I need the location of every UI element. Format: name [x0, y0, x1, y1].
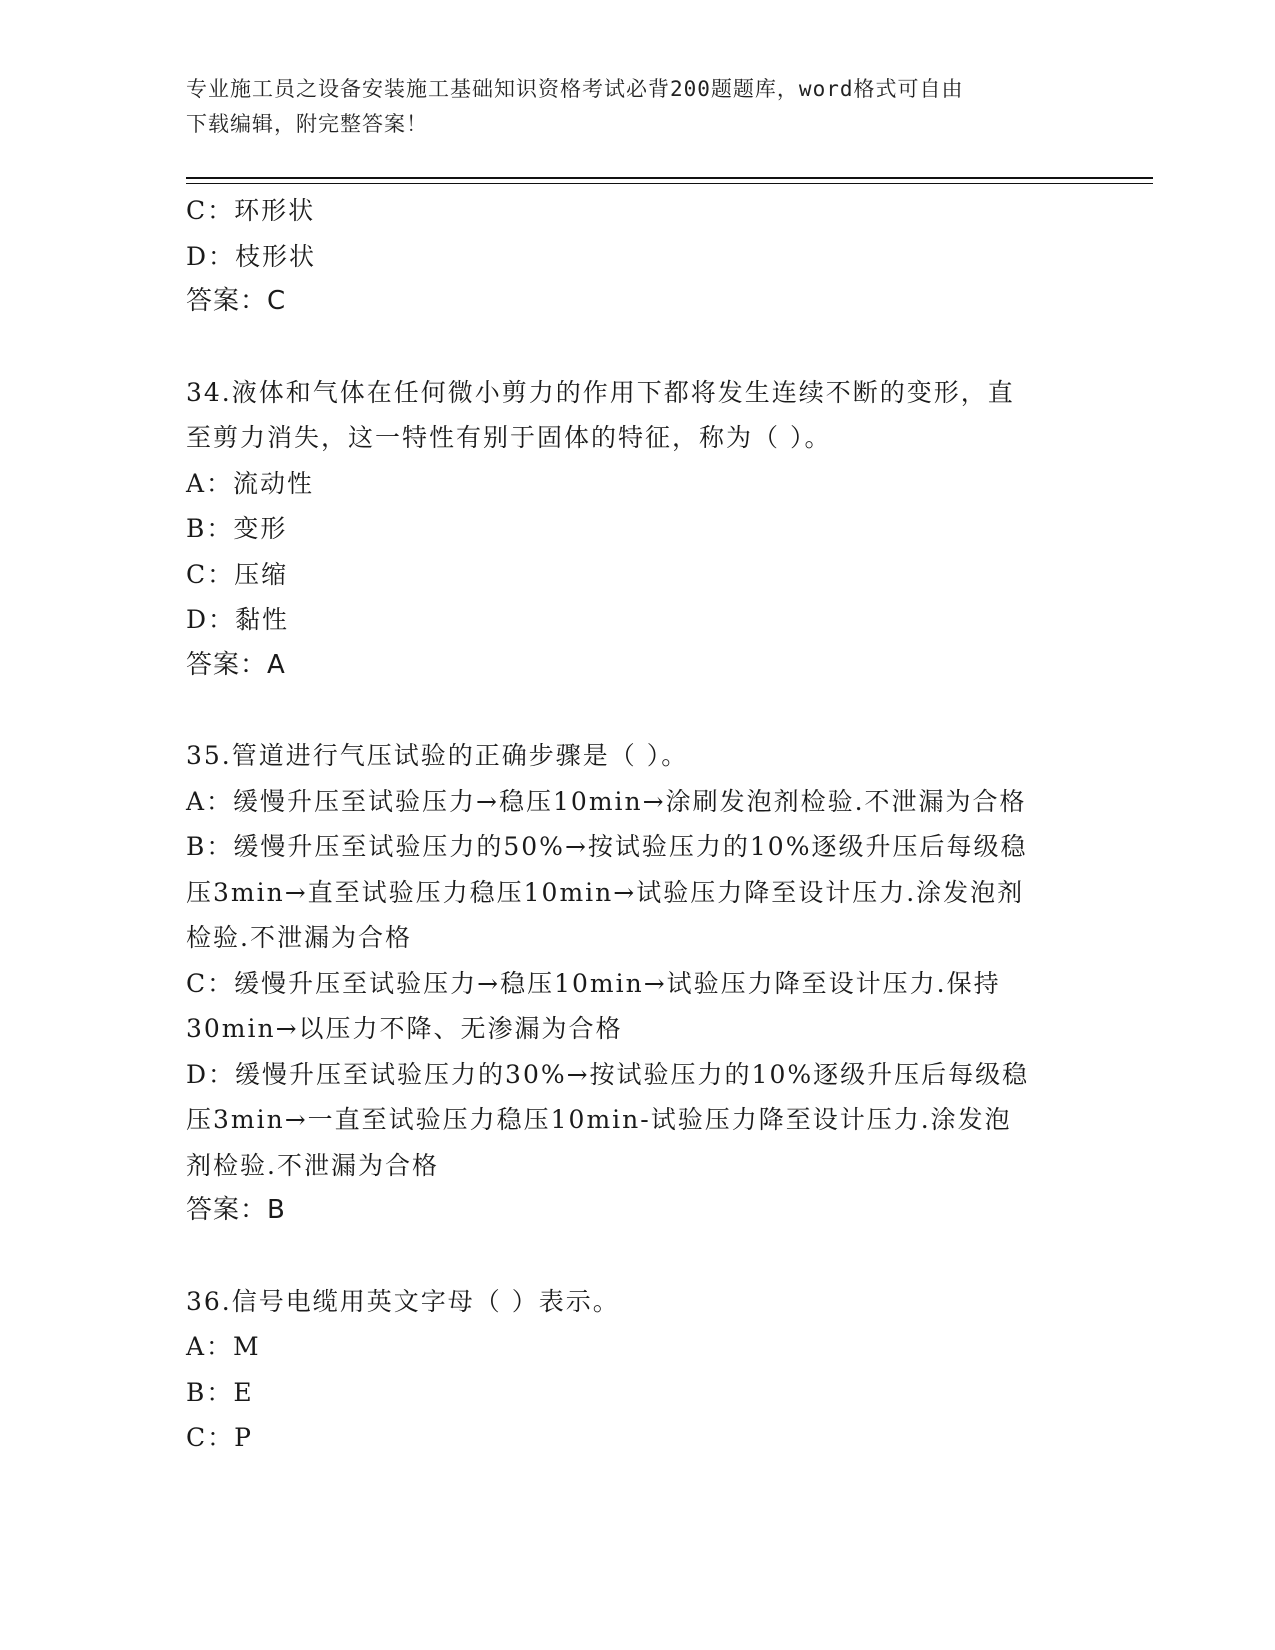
option-d: D：枝形状 [186, 241, 317, 271]
question-stem: 35.管道进行气压试验的正确步骤是（ ）。 [186, 741, 689, 770]
option-c: C：压缩 [186, 559, 289, 589]
option-b: B：变形 [186, 514, 288, 543]
header-rule-thin [186, 183, 1153, 184]
answer: 答案：C [186, 286, 287, 316]
header-line-1: 专业施工员之设备安装施工基础知识资格考试必背200题题库，word格式可自由 [186, 77, 964, 101]
option-b-continued: 压3min→直至试验压力稳压10min→试验压力降至设计压力.涂发泡剂 [186, 877, 1025, 907]
option-a: A：流动性 [186, 468, 315, 498]
option-c-continued: 30min→以压力不降、无渗漏为合格 [186, 1014, 623, 1043]
question-stem: 36.信号电缆用英文字母（ ）表示。 [186, 1286, 620, 1316]
option-d: D：黏性 [186, 605, 290, 634]
option-d-continued: 压3min→一直至试验压力稳压10min-试验压力降至设计压力.涂发泡 [186, 1105, 1012, 1134]
option-c: C：环形状 [186, 196, 316, 225]
option-b-continued: 检验.不泄漏为合格 [186, 923, 412, 952]
spacer [186, 688, 1086, 733]
answer: 答案：B [186, 1195, 286, 1225]
question-34 [186, 370, 1086, 689]
option-c: C：P [186, 1423, 253, 1452]
spacer [186, 325, 1086, 370]
option-d-continued: 剂检验.不泄漏为合格 [186, 1150, 439, 1180]
option-a: A：M [186, 1332, 261, 1361]
header-line-2: 下载编辑，附完整答案！ [186, 112, 428, 136]
question-35 [186, 733, 1086, 1234]
question-content [186, 188, 1086, 1461]
option-c: C：缓慢升压至试验压力→稳压10min→试验压力降至设计压力.保持 [186, 968, 1001, 998]
question-stem: 34.液体和气体在任何微小剪力的作用下都将发生连续不断的变形，直 [186, 377, 1015, 407]
option-b: B：缓慢升压至试验压力的50%→按试验压力的10%逐级升压后每级稳 [186, 832, 1028, 861]
spacer [186, 1234, 1086, 1279]
option-d: D：缓慢升压至试验压力的30%→按试验压力的10%逐级升压后每级稳 [186, 1059, 1030, 1089]
option-a: A：缓慢升压至试验压力→稳压10min→涂刷发泡剂检验.不泄漏为合格 [186, 786, 1027, 816]
question-stem: 至剪力消失，这一特性有别于固体的特征，称为（ ）。 [186, 423, 832, 452]
answer: 答案：A [186, 649, 286, 680]
question-36 [186, 1279, 1086, 1461]
option-b: B：E [186, 1377, 254, 1407]
header-rule-thick [186, 177, 1153, 179]
page-header [186, 72, 1066, 142]
